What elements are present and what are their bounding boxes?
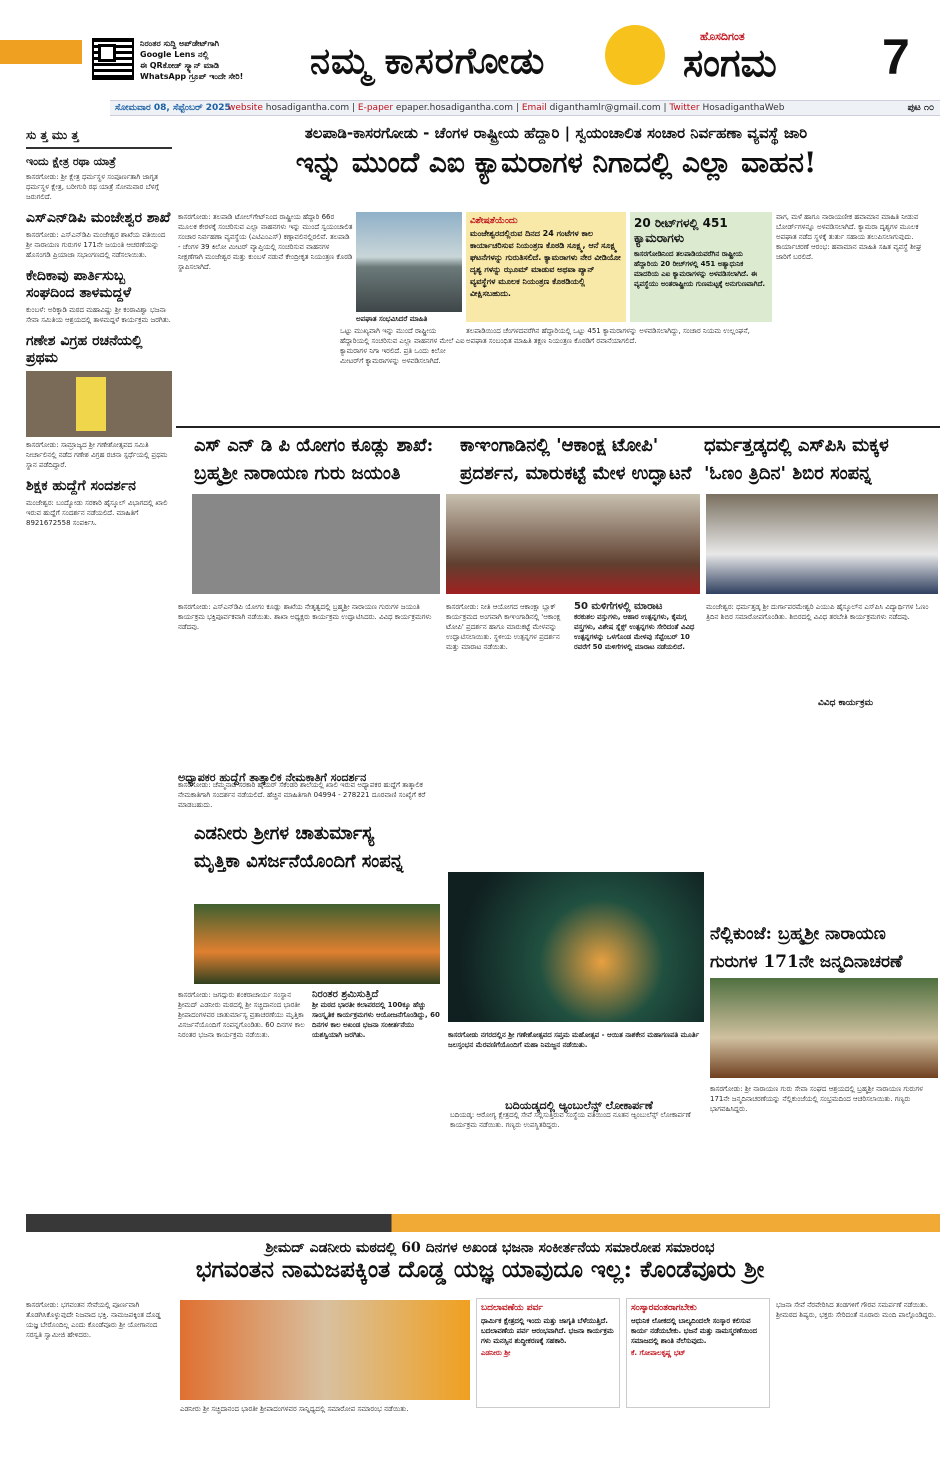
- story-body: ಕಾಸರಗೋಡು: ಶ್ರೀ ನಾರಾಯಣ ಗುರು ಸೇವಾ ಸಂಘದ ಆಶ್ರಯದಲ್ಲಿ ಬ್ರಹ್ಮಶ್ರೀ ನಾರಾಯಣ ಗುರುಗಳ 171ನೇ ಜನ್ಮದಿನಾಚರಣೆಯನ್ನು ನೆಲ್ಲಿಕುಂಜೆಯಲ್ಲಿ ಸಂಭ್ರಮದಿಂದ ಆಚರಿಸಲಾಯಿತು. ಗಣ್ಯರು ಭಾಗವಹಿಸಿದ್ದರು.: [710, 1085, 923, 1113]
- sndp-photo: [192, 494, 440, 594]
- headline-line: ಎಡನೀರು ಶ್ರೀಗಳ ಚಾತುರ್ಮಾಸ್ಯ: [194, 823, 375, 844]
- photo-caption: ಅಪಘಾತ ಸಂಭವಿಸಿದರೆ ಮಾಹಿತಿ: [356, 315, 428, 323]
- kanhangad-photo: [446, 494, 700, 594]
- quote-attribution: ಕೆ. ಗೋಪಾಲಕೃಷ್ಣ ಭಟ್: [631, 1349, 686, 1357]
- cameras-box-title: 20 ರೀಟ್‌ಗಳಲ್ಲಿ 451 ಕ್ಯಾಮರಾಗಳು: [634, 216, 728, 245]
- divider-strip: [26, 1214, 940, 1232]
- cameras-box: [630, 212, 772, 322]
- story-body: ಕಾಸರಗೋಡು: ಚೆಮ್ಮನಾಡ ಸರಕಾರಿ ಹೈಯರ್ ಸೆಕೆಂಡರಿ ಶಾಲೆಯಲ್ಲಿ ಖಾಲಿ ಇರುವ ಅಧ್ಯಾಪಕರ ಹುದ್ದೆಗೆ ತಾತ್ಕಾಲಿಕ ನೇಮಕಾತಿಗಾಗಿ ಸಂದರ್ಶನ ನಡೆಯಲಿದೆ. ಹೆಚ್ಚಿನ ಮಾಹಿತಿಗಾಗಿ 04994 - 278221 ದೂರವಾಣಿ ಸಂಖ್ಯೆಗೆ ಕರೆ ಮಾಡಬಹುದು.: [178, 781, 426, 809]
- story-headline: [460, 432, 700, 488]
- brief-text: ಕಾಸರಗೋಡು: ಶ್ರೀ ಕ್ಷೇತ್ರ ಧರ್ಮಸ್ಥಳ ಸಂಪೂರ್ಣತಾಗಿ ಜಾಗೃತ ಧರ್ಮಸ್ಥಳ ಕ್ಷೇತ್ರ, ಬರೀಗುರಿ ರಥ ಯಾತ್ರೆ ಸೋಮವಾರ ಬೆಳಗ್ಗೆ ಜರುಗಲಿದೆ.: [26, 173, 159, 201]
- brief-text: ಕಾಸರಗೋಡು: ಎಸ್‌ಎನ್‌ಡಿಪಿ ಮಂಜೇಶ್ವರ ಶಾಖೆಯ ವತಿಯಿಂದ ಶ್ರೀ ನಾರಾಯಣ ಗುರುಗಳ 171ನೇ ಜಯಂತಿ ಆಚರಣೆಯನ್ನು ಹೊಸಂಗಡಿ ಪ್ರಿಯಾಜಾ ಸಭಾಂಗಣದಲ್ಲಿ ನಡೆಸಲಾಯಿತು.: [26, 231, 166, 259]
- quote-body: ಆಧುನಿಕ ಲೋಕದಲ್ಲಿ ಬಾಲ್ಯದಿಂದಲೇ ಸಂಸ್ಕಾರ ಕಲಿಸುವ ಕಾರ್ಯ ನಡೆಯಬೇಕು. ಭಜನೆ ಮತ್ತು ನಾಮಸ್ಮರಣೆಯಿಂದ ಸಮಾಜದಲ್ಲಿ ಶಾಂತಿ ನೆಲೆಸುವುದು.: [631, 1317, 757, 1345]
- brief-text: ಕುಂಬಳೆ: ಅರಿಕ್ಕಾಡಿ ಮಠದ ಮಹಾವಿಷ್ಣು ಶ್ರೀ ಕಂಠಾವಿಶ್ವಾ ಭಜನಾ ಸೇವಾ ಸಮಿತಿಯ ಆಶ್ರಯದಲ್ಲಿ ತಾಳಮದ್ದಳೆ ಕಾರ್ಯಕ್ರಮ ಜರಗಿತು.: [26, 306, 171, 324]
- brief-headline: ಗಣೇಶ ವಿಗ್ರಹ ರಚನೆಯಲ್ಲಿ ಪ್ರಥಮ: [26, 333, 143, 366]
- quote-box: [476, 1298, 620, 1408]
- epaper-link[interactable]: epaper.hosadigantha.com: [395, 103, 514, 113]
- twitter-label: Twitter: [669, 103, 700, 113]
- headline-line: 'ಓಣಂ ತ್ರಿದಿನ' ಶಿಬಿರ ಸಂಪನ್ನ: [704, 463, 872, 484]
- headline-line: ನೆಲ್ಲಿಕುಂಜೆ: ಬ್ರಹ್ಮಶ್ರೀ ನಾರಾಯಣ: [710, 924, 886, 944]
- headline-line: ಮೃತ್ತಿಕಾ ವಿಸರ್ಜನೆಯೊಂದಿಗೆ ಸಂಪನ್ನ: [194, 851, 404, 872]
- cameras-box-body: ಕಾಸರಗೋಡಿನಿಂದ ತಲಪಾಡಿಯವರೆಗಿನ ರಾಷ್ಟ್ರೀಯ ಹೆದ್ದಾರಿಯ 20 ರೀಚ್‌ಗಳಲ್ಲಿ 451 ಅತ್ಯಾಧುನಿಕ ಮಾದರಿಯ ಎಐ ಕ್ಯಾಮರಾಗಳನ್ನು ಅಳವಡಿಸಲಾಗಿದೆ. ಈ ವ್ಯವಸ್ಥೆಯು ಅಂತರಾಷ್ಟ್ರೀಯ ಗುಣಮಟ್ಟಕ್ಕೆ ಅನುಗುಣವಾಗಿದೆ.: [634, 250, 766, 288]
- supplement-title: ಸಂಗಮ: [683, 40, 777, 85]
- lead-body: ತಲಪಾಡಿಯಿಂದ ಚೆಂಗಳದವರೆಗಿನ ಹೆದ್ದಾರಿಯಲ್ಲಿ ಒಟ್ಟು 451 ಕ್ಯಾಮರಾಗಳನ್ನು ಅಳವಡಿಸಲಾಗಿದ್ದು, ಸಂಚಾರ ನಿಯಮ ಉಲ್ಲಂಘನೆ, ಅಪಘಾತ ಸಂಬಂಧಿತ ಮಾಹಿತಿ ತಕ್ಷಣ ನಿಯಂತ್ರಣ ಕೊಠಡಿಗೆ ರವಾನೆಯಾಗಲಿದೆ.: [466, 327, 750, 345]
- story-headline: [704, 432, 940, 488]
- page-number: 7: [882, 29, 910, 85]
- story-headline: [194, 432, 456, 488]
- headline-line: ಗುರುಗಳ 171ನೇ ಜನ್ಮದಿನಾಚರಣೆ: [710, 952, 903, 972]
- features-box-body: ಮಂಜೇಶ್ವರದಲ್ಲಿರುವ ದಿನದ 24 ಗಂಟೆಗಳ ಕಾಲ ಕಾರ್ಯಾಚರಿಸುವ ನಿಯಂತ್ರಣ ಕೊಠಡಿ ಸೂಕ್ಷ್ಮ, ಆನೆ ಸೂಕ್ಷ್ಮ ಘಟನೆಗಳನ್ನು ಗುರುತಿಸಲಿದೆ. ಕ್ಯಾಮರಾಗಳು ನೇರ ವೀಡಿಯೋ ದೃಶ್ಯ ಗಳನ್ನು ಝೂಮ್ ಮಾಡುವ ಅಥವಾ ಪ್ಯಾನ್ ವ್ಯವಸ್ಥೆಗಳ ಮೂಲಕ ನಿಯಂತ್ರಣ ಕೊಠಡಿಯಲ್ಲಿ ವೀಕ್ಷಿಸಬಹುದು.: [470, 229, 621, 298]
- promo-line: Google Lens ನಲ್ಲಿ: [140, 50, 209, 59]
- sidebox: [574, 602, 700, 702]
- story-body: ಕಾಸರಗೋಡು: ಜಗದ್ಗುರು ಶಂಕರಾಚಾರ್ಯ ಸಂಸ್ಥಾನ ಶ್ರೀಮದ್ ಎಡನೀರು ಮಠದಲ್ಲಿ ಶ್ರೀ ಸಚ್ಚಿದಾನಂದ ಭಾರತೀ ಶ್ರೀಪಾದಂಗಳವರ ಚಾತುರ್ಮಾಸ್ಯ ವ್ರತಾಚರಣೆಯು ಮೃತ್ತಿಕಾ ವಿಸರ್ಜನೆಯೊಂದಿಗೆ ಸಂಪನ್ನಗೊಂಡಿತು. 60 ದಿನಗಳ ಕಾಲ ನಿರಂತರ ಭಜನಾ ಕಾರ್ಯಕ್ರಮ ನಡೆಯಿತು.: [178, 991, 305, 1039]
- section-brand: ನಮ್ಮ ಕಾಸರಗೋಡು: [310, 40, 546, 82]
- brief-headline: ಶಿಕ್ಷಕ ಹುದ್ದೆಗೆ ಸಂದರ್ಶನ: [26, 478, 136, 494]
- qr-code-icon: [92, 38, 134, 80]
- features-box-title: ವಿಶೇಷತೆಯೆಂದು: [470, 216, 518, 226]
- promo-line: ನಿರಂತರ ಸುದ್ದಿ ಅಪ್‌ಡೇಟ್‌ಗಾಗಿ: [140, 39, 220, 48]
- twitter-link[interactable]: HosadiganthaWeb: [702, 103, 785, 113]
- nellikunje-photo: [710, 978, 938, 1078]
- website-label: website: [228, 103, 263, 113]
- lead-body: ಒಟ್ಟು ಮುಖ್ಯವಾಗಿ ಇನ್ನು ಮುಂದೆ ರಾಷ್ಟ್ರೀಯ ಹೆದ್ದಾರಿಯಲ್ಲಿ ಸಂಚರಿಸುವ ಎಲ್ಲಾ ವಾಹನಗಳ ಮೇಲೆ ಎಐ ಕ್ಯಾಮರಾಗಳ ನಿಗಾ ಇರಲಿದೆ. ಪ್ರತಿ ಒಂದು ಕಿಲೋ ಮೀಟರ್‌ಗೆ ಕ್ಯಾಮರಾಗಳನ್ನು ಅಳವಡಿಸಲಾಗಿದೆ.: [340, 327, 465, 365]
- brief-headline: ಕೇದಿಕಾವು ಪಾರ್ತಿಸುಬ್ಬ ಸಂಘದಿಂದ ತಾಳಮದ್ದಳೆ: [26, 268, 132, 301]
- dharmathadka-photo: [706, 494, 938, 594]
- lead-body: ಕಾಸರಗೋಡು: ತಲಪಾಡಿ ಟೋಲ್‌ಗೇಟ್‌ನಿಂದ ರಾಷ್ಟ್ರೀಯ ಹೆದ್ದಾರಿ 66ರ ಮೂಲಕ ಕೇರಳಕ್ಕೆ ಸಂಚರಿಸುವ ಎಲ್ಲಾ ವಾಹನಗಳು ಇನ್ನು ಮುಂದೆ ಸ್ವಯಂಚಾಲಿತ ಸಂಚಾರ ನಿರ್ವಹಣಾ ವ್ಯವಸ್ಥೆಯ (ಎಟಿಎಂಎಸ್) ಕಣ್ಗಾವಲಿನಲ್ಲಿರಲಿವೆ. ತಲಪಾಡಿ - ಚೆಂಗಳ 39 ಕಿಲೋ ಮೀಟರ್ ವ್ಯಾಪ್ತಿಯಲ್ಲಿ ಸಂಚರಿಸುವ ವಾಹನಗಳ ನೀಕ್ಷಣೆಗಾಗಿ ಮಂಜೇಶ್ವರ ಮತ್ತು ಕುಂಬಳೆ ನಡುವೆ ಕೇಂದ್ರೀಕೃತ ನಿಯಂತ್ರಣ ಕೊಠಡಿ ಸ್ಥಾಪಿಸಲಾಗಿದೆ.: [178, 213, 353, 271]
- headline-line: ಧರ್ಮತ್ತಡ್ಕದಲ್ಲಿ ಎಸ್‌ಪಿಸಿ ಮಕ್ಕಳ: [704, 435, 889, 456]
- divider: [176, 426, 940, 428]
- chaturmasya-photo: [194, 904, 440, 984]
- masthead: [0, 0, 945, 100]
- lead-headline: ಇನ್ನು ಮುಂದೆ ಎಐ ಕ್ಯಾಮರಾಗಳ ನಿಗಾದಲ್ಲಿ ಎಲ್ಲಾ ವಾಹನ!: [295, 146, 817, 179]
- promo-line: WhatsApp ಗ್ರೂಪ್ ಇಂದೇ ಸೇರಿ!: [140, 72, 244, 81]
- brief-photo: [26, 371, 172, 437]
- story-headline: [710, 920, 938, 976]
- headline-line: ಎಸ್ ಎನ್ ಡಿ ಪಿ ಯೋಗಂ ಕೂಡ್ಲು ಶಾಖೆ:: [194, 435, 434, 456]
- lead-body: ವಾಗ, ಮಳೆ ಹಾಗೂ ನಾರಾಯಣೀಕ ಹವಾಮಾನ ಮಾಹಿತಿ ನೀಡುವ ಬೋರ್ಡ್‌ಗಳನ್ನೂ ಅಳವಡಿಸಲಾಗಿದೆ. ಕ್ಯಾಮರಾ ದೃಶ್ಯಗಳ ಮೂಲಕ ಅಪಘಾತ ನಡೆದ ಸ್ಥಳಕ್ಕೆ ತುರ್ತು ಸಹಾಯ ತಲುಪಿಸಲಾಗುವುದು. ಕಾರ್ಯಾಚರಣೆ ಆರಂಭ: ಹವಾಮಾನ ಮಾಹಿತಿ ಸಹಿತ ವ್ಯವಸ್ಥೆ ಶೀಘ್ರ ಜಾರಿಗೆ ಬರಲಿದೆ.: [776, 213, 922, 261]
- brief-headline: ಇಂದು ಕ್ಷೇತ್ರ ರಥಾ ಯಾತ್ರೆ: [26, 155, 116, 168]
- masthead-orange-bar: [0, 40, 82, 64]
- ganesha-photo: [448, 872, 704, 1022]
- epaper-label: E-paper: [357, 103, 394, 113]
- sidebox-body: ಶ್ರೀ ಮಠದ ಭಾರತೀ ಕಲಾಪರದಲ್ಲಿ 100ಕ್ಕೂ ಹೆಚ್ಚು ಸಾಂಸ್ಕೃತಿಕ ಕಾರ್ಯಕ್ರಮಗಳು ಆಯೋಜನೆಗೊಂಡಿದ್ದು, 60 ದಿನಗಳ ಕಾಲ ಅಖಂಡ ಭಜನಾ ಸಂಕೀರ್ತನೆಯು ಯಶಸ್ವಿಯಾಗಿ ಜರಗಿತು.: [312, 1001, 440, 1039]
- email-link[interactable]: diganthamlr@gmail.com: [549, 103, 661, 113]
- story-body: ಭಜನಾ ಸೇವೆ ನೆರವೇರಿಸಿದ ತಂಡಗಳಿಗೆ ಗೌರವ ಸಮರ್ಪಣೆ ನಡೆಯಿತು. ಶ್ರೀಮಠದ ಶಿಷ್ಯರು, ಭಕ್ತರು ಸೇರಿದಂತೆ ನೂರಾರು ಮಂದಿ ಪಾಲ್ಗೊಂಡಿದ್ದರು.: [776, 1301, 937, 1319]
- brand-circle-decoration: [605, 25, 665, 85]
- whatsapp-promo: [140, 38, 290, 82]
- sidebox-title: ನಿರಂತರ ಶ್ರಮಿಸುತ್ತಿದೆ: [312, 990, 379, 1000]
- story-headline: ಬದಿಯಡ್ಕದಲ್ಲಿ ಆ್ಯಂಬುಲೆನ್ಸ್ ಲೋಕಾರ್ಪಣೆ: [505, 1099, 653, 1112]
- info-bar: [110, 100, 940, 116]
- brief-text: ಕಾಸರಗೋಡು: ಸಾಮ್ರಾಜ್ಯದ ಶ್ರೀ ಗಣೇಶೋತ್ಸವದ ಸಮಿತಿ ನೀರ್ಚಾಲಿನಲ್ಲಿ ನಡೆದ ಗಣೇಶ ವಿಗ್ರಹ ರಚನಾ ಸ್ಪರ್ಧೆಯಲ್ಲಿ ಪ್ರಥಮ ಸ್ಥಾನ ಪಡೆದಿದ್ದಾರೆ.: [26, 441, 168, 469]
- brief-text: ಮಂಜೇಶ್ವರ: ಬಂದ್ಯೋಡು ಸರಕಾರಿ ಹೈಸ್ಕೂಲ್ ವಿಭಾಗದಲ್ಲಿ ಖಾಲಿ ಇರುವ ಹುದ್ದೆಗೆ ಸಂದರ್ಶನ ನಡೆಯಲಿದೆ. ಮಾಹಿತಿಗೆ 8921672558 ಸಂಪರ್ಕಿಸಿ.: [26, 499, 168, 527]
- quote-attribution: ಎಡನೀರು ಶ್ರೀ: [481, 1349, 511, 1357]
- page-count: ಪುಟ ೧೦: [907, 103, 934, 113]
- lead-kicker: ತಲಪಾಡಿ-ಕಾಸರಗೋಡು - ಚೆಂಗಳ ರಾಷ್ಟ್ರೀಯ ಹೆದ್ದಾರಿ | ಸ್ವಯಂಚಾಲಿತ ಸಂಚಾರ ನಿರ್ವಹಣಾ ವ್ಯವಸ್ಥೆ ಜಾರಿ: [304, 124, 808, 142]
- story-body: ಕಾಸರಗೋಡು: ಭಗವಂತನ ಸೇವೆಯಲ್ಲಿ ಪೂರ್ಣವಾಗಿ ತೊಡಗಿಸಿಕೊಳ್ಳುವುದೇ ನಿಜವಾದ ಭಕ್ತಿ. ನಾಮಜಪಕ್ಕಿಂತ ದೊಡ್ಡ ಯಜ್ಞ ಬೇರೊಂದಿಲ್ಲ ಎಂದು ಕೊಂಡೆವೂರು ಶ್ರೀ ಯೋಗಾನಂದ ಸರಸ್ವತಿ ಸ್ವಾಮೀಜಿ ಹೇಳಿದರು.: [26, 1301, 161, 1339]
- headline-line: ಬ್ರಹ್ಮಶ್ರೀ ನಾರಾಯಣ ಗುರು ಜಯಂತಿ: [194, 463, 401, 484]
- sidebox-title: 50 ಮಳಿಗೆಗಳಲ್ಲಿ ಮಾರಾಟ: [574, 602, 663, 612]
- promo-line: ಈ QRಕೋಡ್ ಸ್ಕ್ಯಾನ್ ಮಾಡಿ: [140, 61, 220, 70]
- story-body: ಕಾಸರಗೋಡು: ನೀತಿ ಆಯೋಗದ ಆಕಾಂಕ್ಷಾ ಬ್ಲಾಕ್ ಕಾರ್ಯಕ್ರಮದ ಅಂಗವಾಗಿ ಕಾಞಂಗಾಡಿನಲ್ಲಿ 'ಆಕಾಂಕ್ಷ ಟೋಪಿ' ಪ್ರದರ್ಶನ ಹಾಗೂ ಮಾರುಕಟ್ಟೆ ಮೇಳವನ್ನು ಉದ್ಘಾಟಿಸಲಾಯಿತು. ಸ್ಥಳೀಯ ಉತ್ಪನ್ನಗಳ ಪ್ರದರ್ಶನ ಮತ್ತು ಮಾರಾಟ ನಡೆಯಿತು.: [446, 603, 561, 651]
- left-column-briefs: [26, 124, 172, 1204]
- quote-title: ಬದಲಾವಣೆಯ ಪರ್ವ: [481, 1303, 543, 1313]
- section-title: ಸು ತ್ತ ಮು ತ್ತ: [26, 124, 172, 149]
- story-body: ಎಡನೀರು ಶ್ರೀ ಸಚ್ಚಿದಾನಂದ ಭಾರತೀ ಶ್ರೀಪಾದಂಗಳವರ ಸಾನ್ನಿಧ್ಯದಲ್ಲಿ ಸಮಾರೋಪ ಸಮಾರಂಭ ನಡೆಯಿತು.: [180, 1405, 409, 1413]
- bottom-headline: ಭಗವಂತನ ನಾಮಜಪಕ್ಕಿಂತ ದೊಡ್ಡ ಯಜ್ಞ ಯಾವುದೂ ಇಲ್ಲ: ಕೊಂಡೆವೂರು ಶ್ರೀ: [195, 1256, 765, 1283]
- sidebox-body: ಕರಕುಶಲ ವಸ್ತುಗಳು, ಆಹಾರ ಉತ್ಪನ್ನಗಳು, ಕೈಮಗ್ಗ ವಸ್ತ್ರಗಳು, ವಿಶೇಷ ಸ್ನೆಕ್ಸ್ ಉತ್ಪನ್ನಗಳು ಸೇರಿದಂತೆ ವಿವಿಧ ಉತ್ಪನ್ನಗಳನ್ನು ಒಳಗೊಂಡ ಮೇಳವು ಸೆಪ್ಟೆಂಬರ್ 10 ರವರೆಗೆ 50 ಮಳಿಗೆಗಳಲ್ಲಿ ಮಾರಾಟ ನಡೆಯಲಿದೆ.: [574, 613, 695, 651]
- quote-title: ಸಂಸ್ಕಾರವಂತರಾಗಬೇಕು: [631, 1303, 697, 1313]
- email-label: Email: [521, 103, 547, 113]
- sidebox: [312, 990, 440, 1150]
- brief-headline: ಎಸ್‌ಎನ್‌ಡಿಪಿ ಮಂಜೇಶ್ವರ ಶಾಖೆ: [26, 210, 171, 226]
- publication-logo: ಹೊಸದಿಗಂತ: [700, 30, 745, 43]
- quote-body: ಧಾರ್ಮಿಕ ಕ್ಷೇತ್ರದಲ್ಲಿ ಇಂದು ಮತ್ತು ಜಾಗೃತಿ ಬೆಳೆಯುತ್ತಿದೆ. ಬದಲಾವಣೆಯ ಪರ್ವ ಆರಂಭವಾಗಿದೆ. ಭಜನಾ ಕಾರ್ಯಕ್ರಮ ಗಳು ಮನಸ್ಸಿನ ಶುದ್ಧೀಕರಣಕ್ಕೆ ಸಹಕಾರಿ.: [481, 1317, 614, 1345]
- issue-date: ಸೋಮವಾರ 08, ಸೆಪ್ಟೆಂಬರ್ 2025: [115, 103, 231, 113]
- photo-caption: ಕಾಸರಗೋಡು ನಗರದಲ್ಲಿನ ಶ್ರೀ ಗಣೇಶೋತ್ಸವದ ಸಪ್ತಮ ಮಹೋತ್ಸವ - ಆಯಿತ ನಾಶಕೇನ ಮಹಾಗಣಪತಿ ಮೂರ್ತಿ ಜಲಸ್ತಂಭನ ಮೆರವಣಿಗೆಯೊಂದಿಗೆ ಮಹಾ ನಿಮಜ್ಜನ ನಡೆಯಿತು.: [448, 1031, 700, 1049]
- bottom-kicker: ಶ್ರೀಮದ್ ಎಡನೀರು ಮಠದಲ್ಲಿ 60 ದಿನಗಳ ಅಖಂಡ ಭಜನಾ ಸಂಕೀರ್ತನೆಯ ಸಮಾರೋಪ ಸಮಾರಂಭ: [265, 1240, 715, 1256]
- story-body: ಕಾಸರಗೋಡು: ಎಸ್‌ಎನ್‌ಡಿಪಿ ಯೋಗಂ ಕೂಡ್ಲು ಶಾಖೆಯ ನೇತೃತ್ವದಲ್ಲಿ ಬ್ರಹ್ಮಶ್ರೀ ನಾರಾಯಣ ಗುರುಗಳ ಜಯಂತಿ ಕಾರ್ಯಕ್ರಮ ಭಕ್ತಿಪೂರ್ವಕವಾಗಿ ನಡೆಯಿತು. ಶಾಖಾ ಅಧ್ಯಕ್ಷರು ಕಾರ್ಯಕ್ರಮ ಉದ್ಘಾಟಿಸಿದರು. ವಿವಿಧ ಕಾರ್ಯಕ್ರಮಗಳು ನಡೆದವು.: [178, 603, 432, 631]
- story-subhead: ವಿವಿಧ ಕಾರ್ಯಕ್ರಮ: [818, 698, 874, 708]
- story-headline: [194, 820, 456, 876]
- interview-headline: ಅಧ್ಯಾಪಕರ ಹುದ್ದೆಗೆ ತಾತ್ಕಾಲಿಕ ನೇಮಕಾತಿಗೆ ಸಂದರ್ಶನ: [178, 771, 367, 784]
- quote-box: [626, 1298, 770, 1408]
- website-link[interactable]: hosadigantha.com: [265, 103, 350, 113]
- samaropa-photo: [180, 1300, 470, 1400]
- headline-line: ಕಾಞಂಗಾಡಿನಲ್ಲಿ 'ಆಕಾಂಕ್ಷ ಟೋಪಿ': [460, 435, 659, 456]
- contact-links: website hosadigantha.com | E-paper epaper.hosadigantha.com | Email diganthamlr@gmail.com | Twitter HosadiganthaWeb: [228, 103, 785, 113]
- story-body: ಬದಿಯಡ್ಕ: ಆರೋಗ್ಯ ಕ್ಷೇತ್ರದಲ್ಲಿ ಸೇವೆ ಸಲ್ಲಿಸುತ್ತಿರುವ ಸಂಸ್ಥೆಯ ವತಿಯಿಂದ ನೂತನ ಆ್ಯಂಬುಲೆನ್ಸ್ ಲೋಕಾರ್ಪಣೆ ಕಾರ್ಯಕ್ರಮ ನಡೆಯಿತು. ಗಣ್ಯರು ಉಪಸ್ಥಿತರಿದ್ದರು.: [450, 1111, 691, 1129]
- headline-line: ಪ್ರದರ್ಶನ, ಮಾರುಕಟ್ಟೆ ಮೇಳ ಉದ್ಘಾಟನೆ: [460, 463, 692, 484]
- features-box: [466, 212, 626, 322]
- highway-photo: [356, 212, 462, 312]
- story-body: ಮಂಜೇಶ್ವರ: ಧರ್ಮತ್ತಡ್ಕ ಶ್ರೀ ದುರ್ಗಾಪರಮೇಶ್ವರಿ ಎಯುಪಿ ಹೈಸ್ಕೂಲ್‌ನ ಎಸ್‌ಪಿಸಿ ವಿದ್ಯಾರ್ಥಿಗಳ ಓಣಂ ತ್ರಿದಿನ ಶಿಬಿರ ಸಮಾರೋಪಗೊಂಡಿತು. ಶಿಬಿರದಲ್ಲಿ ವಿವಿಧ ತರಬೇತಿ ಕಾರ್ಯಕ್ರಮಗಳು ನಡೆದವು.: [706, 603, 929, 621]
